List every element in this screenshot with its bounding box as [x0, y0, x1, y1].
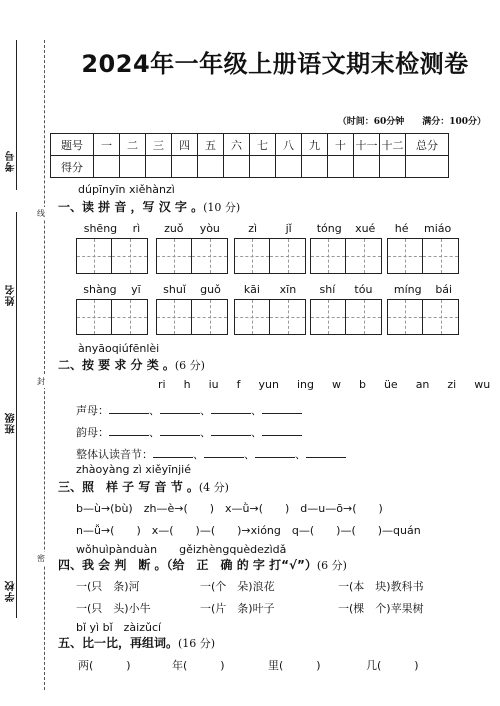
score-cell[interactable] — [224, 156, 250, 178]
pinyin-syllable: xué — [355, 222, 376, 235]
answer-blank[interactable] — [109, 425, 149, 436]
shengmu-label: 声母： — [76, 404, 109, 417]
writing-grid-cell[interactable] — [387, 299, 423, 335]
writing-grid-cell[interactable] — [76, 238, 112, 274]
pinyin-syllable: hé — [394, 222, 409, 235]
score-cell[interactable] — [276, 156, 302, 178]
cut-word-mi: 密 — [37, 554, 45, 563]
s1-word-1[interactable] — [76, 222, 148, 277]
pinyin-item: h — [183, 378, 191, 391]
answer-blank[interactable] — [160, 425, 200, 436]
writing-grid-cell[interactable] — [76, 299, 112, 335]
s1-word-9[interactable] — [310, 283, 382, 338]
zhengti-row — [76, 446, 346, 462]
pinyin-syllable: jǐ — [285, 222, 292, 235]
s3-line-2: n—ǚ→( ) x—( )—( )→xióng q—( )—( )—quán — [76, 524, 421, 537]
s4-item[interactable]: 一(棵 个)苹果树 — [338, 602, 424, 615]
score-header-cell: 十二 — [380, 134, 406, 156]
page-title: 2024年一年级上册语文期末检测卷 — [81, 50, 469, 78]
pinyin-syllable: shí — [319, 283, 336, 296]
pinyin-syllable: shēng — [83, 222, 118, 235]
writing-grid-cell[interactable] — [310, 299, 346, 335]
pinyin-syllable: yī — [131, 283, 141, 296]
s3-heading — [58, 478, 229, 495]
separator: 、 — [200, 426, 211, 439]
pinyin-syllable: bái — [435, 283, 453, 296]
writing-grid-cell[interactable] — [112, 238, 148, 274]
binding-margin — [0, 0, 50, 706]
score-header-cell: 十 — [328, 134, 354, 156]
s4-points: (6 分) — [316, 559, 347, 572]
pinyin-syllable: tóu — [354, 283, 373, 296]
s4-title: 四、我 会 判 断 。（给 正 确 的 字 打“√”） — [58, 558, 317, 572]
separator: 、 — [244, 448, 255, 461]
exam-meta: （时间：60分钟 满分：100分） — [337, 117, 486, 127]
pinyin-item: wu — [474, 378, 491, 391]
s5-item[interactable]: 两( ) — [78, 659, 131, 672]
s5-points: (16 分) — [178, 637, 216, 650]
s5-item[interactable]: 几( ) — [366, 659, 419, 672]
writing-grid-cell[interactable] — [387, 238, 423, 274]
s1-word-10[interactable] — [387, 283, 459, 338]
s4-item[interactable]: 一(只 头)小牛 — [76, 602, 151, 615]
writing-grid-cell[interactable] — [346, 299, 382, 335]
pinyin-item: zi — [447, 378, 457, 391]
writing-grid-cell[interactable] — [423, 238, 459, 274]
s1-word-5[interactable] — [387, 222, 459, 277]
score-cell[interactable] — [380, 156, 406, 178]
s1-heading — [58, 198, 240, 215]
s2-points: (6 分) — [174, 359, 205, 372]
score-header-cell: 一 — [94, 134, 120, 156]
answer-blank[interactable] — [160, 403, 200, 414]
answer-blank[interactable] — [109, 403, 149, 414]
separator: 、 — [149, 404, 160, 417]
answer-blank[interactable] — [262, 403, 302, 414]
pinyin-syllable: míng — [393, 283, 422, 296]
score-cell[interactable] — [354, 156, 380, 178]
pinyin-item: yun — [258, 378, 279, 391]
s3-line-1: b—ù→(bù) zh—è→( ) x—ǜ→( ) d—u—ō→( ) — [76, 502, 383, 515]
pinyin-syllable: guǒ — [200, 283, 221, 296]
pinyin-item: b — [358, 378, 366, 391]
pinyin-syllable: shuǐ — [163, 283, 186, 296]
score-header-cell: 三 — [146, 134, 172, 156]
pinyin-item: ri — [158, 378, 166, 391]
answer-blank[interactable] — [211, 403, 251, 414]
school-label: 学校 — [6, 580, 17, 602]
writing-grid-cell[interactable] — [234, 299, 270, 335]
score-cell[interactable] — [198, 156, 224, 178]
s1-title: 一、读 拼 音 ，写 汉 字 。 — [58, 200, 204, 214]
s5-pinyin: bǐ yì bǐ zàizǔcí — [76, 621, 162, 634]
score-value-row — [51, 156, 449, 178]
pinyin-syllable: yòu — [199, 222, 220, 235]
s5-item[interactable]: 里( ) — [268, 659, 321, 672]
s1-word-4[interactable] — [310, 222, 382, 277]
cut-word-feng: 封 — [37, 377, 45, 386]
s4-item[interactable]: 一(个 朵)浪花 — [200, 580, 275, 593]
score-header-cell: 总分 — [406, 134, 449, 156]
exam-number-label: 考号 — [6, 150, 17, 172]
separator: 、 — [251, 404, 262, 417]
name-label: 姓名 — [6, 284, 17, 306]
s4-pinyin: wǒhuìpànduàn gěizhèngquèdezìdǎ — [76, 543, 287, 556]
pinyin-syllable: miáo — [424, 222, 452, 235]
pinyin-syllable: zì — [248, 222, 258, 235]
s1-word-8[interactable] — [234, 283, 306, 338]
s1-pinyin: dúpīnyīn xiěhànzì — [78, 183, 175, 196]
score-row-label: 得分 — [51, 156, 94, 178]
writing-grid-cell[interactable] — [112, 299, 148, 335]
yunmu-row — [76, 424, 302, 440]
separator: 、 — [149, 426, 160, 439]
pinyin-item: iu — [208, 378, 219, 391]
pinyin-item: w — [331, 378, 341, 391]
score-header-cell: 七 — [250, 134, 276, 156]
score-header-cell: 八 — [276, 134, 302, 156]
score-header-cell: 二 — [120, 134, 146, 156]
answer-blank[interactable] — [255, 447, 295, 458]
s4-heading — [58, 556, 347, 573]
score-header-row — [51, 134, 449, 156]
score-header-cell: 四 — [172, 134, 198, 156]
s2-pinyin: ànyāoqiúfēnlèi — [78, 342, 160, 355]
pinyin-item: üe — [383, 378, 398, 391]
s1-word-2[interactable] — [156, 222, 228, 277]
score-table — [50, 133, 449, 178]
s3-title: 三、照 样 子 写 音 节 。 — [58, 480, 199, 494]
s4-item[interactable]: 一(片 条)叶子 — [200, 602, 275, 615]
writing-grid-cell[interactable] — [234, 238, 270, 274]
s1-word-7[interactable] — [156, 283, 228, 338]
cut-line — [44, 40, 45, 690]
separator: 、 — [251, 426, 262, 439]
score-header-cell: 九 — [302, 134, 328, 156]
answer-blank[interactable] — [153, 447, 193, 458]
score-header-cell: 十一 — [354, 134, 380, 156]
s5-item[interactable]: 年( ) — [172, 659, 225, 672]
writing-grid-cell[interactable] — [270, 238, 306, 274]
s3-pinyin: zhàoyàng zì xiěyīnjié — [76, 463, 191, 476]
cut-word-xian: 线 — [37, 209, 45, 218]
s1-points: (10 分) — [203, 201, 241, 214]
answer-blank[interactable] — [211, 425, 251, 436]
score-cell[interactable] — [328, 156, 354, 178]
score-cell[interactable] — [302, 156, 328, 178]
score-cell[interactable] — [146, 156, 172, 178]
s1-word-3[interactable] — [234, 222, 306, 277]
s2-letter-list — [158, 378, 500, 391]
writing-grid-cell[interactable] — [423, 299, 459, 335]
s2-title: 二、按 要 求 分 类 。 — [58, 358, 175, 372]
score-cell[interactable] — [94, 156, 120, 178]
score-cell[interactable] — [172, 156, 198, 178]
separator: 、 — [193, 448, 204, 461]
score-header-cell: 六 — [224, 134, 250, 156]
pinyin-item: ing — [296, 378, 314, 391]
score-header-cell: 题号 — [51, 134, 94, 156]
s1-word-6[interactable] — [76, 283, 148, 338]
score-cell[interactable] — [406, 156, 449, 178]
separator: 、 — [295, 448, 306, 461]
yunmu-label: 韵母： — [76, 426, 109, 439]
pinyin-syllable: shàng — [83, 283, 117, 296]
answer-blank[interactable] — [306, 447, 346, 458]
pinyin-item: an — [415, 378, 430, 391]
separator: 、 — [200, 404, 211, 417]
zhengti-label: 整体认读音节： — [76, 448, 153, 461]
score-header-cell: 五 — [198, 134, 224, 156]
writing-grid-cell[interactable] — [346, 238, 382, 274]
s5-title: 五、比一比，再组词。 — [58, 636, 179, 650]
score-cell[interactable] — [120, 156, 146, 178]
s4-item[interactable]: 一(本 块)教科书 — [338, 580, 424, 593]
score-cell[interactable] — [250, 156, 276, 178]
s3-points: (4 分) — [198, 481, 229, 494]
s4-item[interactable]: 一(只 条)河 — [76, 580, 140, 593]
writing-grid-cell[interactable] — [270, 299, 306, 335]
pinyin-syllable: rì — [132, 222, 141, 235]
shengmu-row — [76, 402, 302, 418]
pinyin-syllable: zuǒ — [164, 222, 184, 235]
pinyin-syllable: xīn — [279, 283, 297, 296]
pinyin-item: f — [236, 378, 241, 391]
pinyin-syllable: tóng — [316, 222, 342, 235]
writing-grid-cell[interactable] — [192, 238, 228, 274]
class-label: 班级 — [6, 412, 17, 434]
s5-heading — [58, 634, 215, 651]
writing-grid-cell[interactable] — [156, 238, 192, 274]
s2-heading — [58, 356, 205, 373]
pinyin-syllable: kāi — [243, 283, 260, 296]
answer-blank[interactable] — [262, 425, 302, 436]
answer-blank[interactable] — [204, 447, 244, 458]
writing-grid-cell[interactable] — [310, 238, 346, 274]
writing-grid-cell[interactable] — [192, 299, 228, 335]
writing-grid-cell[interactable] — [156, 299, 192, 335]
